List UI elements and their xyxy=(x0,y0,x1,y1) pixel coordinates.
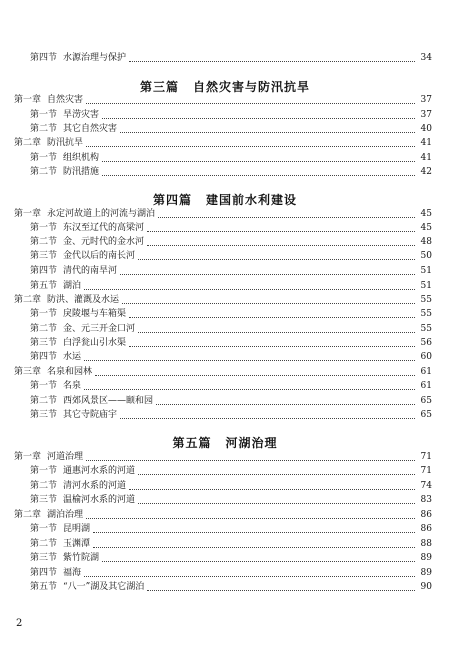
section-title: 金代以后的南长河 xyxy=(63,251,136,261)
section-label: 第二节 xyxy=(30,167,58,177)
section-entry[interactable] xyxy=(30,250,432,263)
dot-leader xyxy=(147,231,415,232)
page-ref: 41 xyxy=(420,138,432,148)
page-ref: 83 xyxy=(420,495,432,505)
chapter-entry[interactable] xyxy=(14,94,432,107)
section-title: 东汉至辽代的高梁河 xyxy=(63,223,145,233)
section-entry[interactable] xyxy=(30,152,432,165)
page-ref: 61 xyxy=(420,381,432,391)
chapter-label: 第一章 xyxy=(14,452,42,462)
part-title: 河湖治理 xyxy=(225,436,278,450)
section-title: 金、元时代的金水河 xyxy=(63,237,145,247)
section-title: 水运 xyxy=(63,352,82,362)
section-entry[interactable] xyxy=(30,236,432,249)
dot-leader xyxy=(129,489,415,490)
section-label: 第一节 xyxy=(30,381,58,391)
section-title: 清代的南旱河 xyxy=(63,266,118,276)
dot-leader xyxy=(147,245,415,246)
section-title: 组织机构 xyxy=(63,153,100,163)
dot-leader xyxy=(102,561,415,562)
page-ref: 37 xyxy=(420,95,432,105)
section-title: 福海 xyxy=(63,568,82,578)
chapter-entry[interactable] xyxy=(14,137,432,150)
section-entry[interactable] xyxy=(30,538,432,551)
dot-leader xyxy=(86,460,415,461)
section-title: 防汛措施 xyxy=(63,167,100,177)
page-ref: 34 xyxy=(420,53,432,63)
section-entry[interactable] xyxy=(30,494,432,507)
chapter-label: 第三章 xyxy=(14,367,42,377)
section-title: 其它寺院庙宇 xyxy=(63,410,118,420)
dot-leader xyxy=(138,259,415,260)
section-title: 温榆河水系的河道 xyxy=(63,495,136,505)
part-label: 第四篇 xyxy=(152,193,192,207)
page-ref: 45 xyxy=(420,209,432,219)
page-ref: 55 xyxy=(420,295,432,305)
section-title: 戾陵堰与车箱渠 xyxy=(63,309,127,319)
part-label: 第三篇 xyxy=(139,80,179,94)
dot-leader xyxy=(138,474,415,475)
section-label: 第三节 xyxy=(30,410,58,420)
page-ref: 56 xyxy=(420,338,432,348)
dot-leader xyxy=(158,217,415,218)
part-heading xyxy=(0,191,450,208)
section-entry[interactable] xyxy=(30,280,432,293)
page-ref: 88 xyxy=(420,539,432,549)
section-label: 第二节 xyxy=(30,481,58,491)
page-ref: 86 xyxy=(420,524,432,534)
dot-leader xyxy=(102,175,415,176)
section-entry[interactable] xyxy=(30,480,432,493)
page-number: 2 xyxy=(16,618,23,629)
page-ref: 65 xyxy=(420,396,432,406)
section-label: 第一节 xyxy=(30,153,58,163)
section-entry[interactable] xyxy=(30,351,432,364)
page-ref: 71 xyxy=(420,452,432,462)
section-title: 金、元三开金口河 xyxy=(63,324,136,334)
chapter-title: 永定河故道上的河流与湖泊 xyxy=(47,209,156,219)
section-label: 第三节 xyxy=(30,251,58,261)
chapter-title: 名泉和园林 xyxy=(47,367,93,377)
section-label: 第一节 xyxy=(30,110,58,120)
section-title: 通惠河水系的河道 xyxy=(63,466,136,476)
part-heading xyxy=(0,434,450,451)
section-label: 第五节 xyxy=(30,582,58,592)
section-label: 第二节 xyxy=(30,396,58,406)
chapter-entry[interactable] xyxy=(14,208,432,221)
section-entry[interactable] xyxy=(30,265,432,278)
chapter-entry[interactable] xyxy=(14,294,432,307)
page-ref: 55 xyxy=(420,309,432,319)
page-ref: 90 xyxy=(420,582,432,592)
dot-leader xyxy=(156,404,415,405)
section-label: 第三节 xyxy=(30,495,58,505)
section-title: 旱涝灾害 xyxy=(63,110,100,120)
section-label: 第三节 xyxy=(30,553,58,563)
dot-leader xyxy=(129,346,415,347)
page-ref: 40 xyxy=(420,124,432,134)
chapter-title: 河道治理 xyxy=(47,452,84,462)
chapter-title: 防汛抗旱 xyxy=(47,138,84,148)
section-entry[interactable] xyxy=(30,395,432,408)
section-entry[interactable] xyxy=(30,552,432,565)
section-entry[interactable] xyxy=(30,52,432,65)
dot-leader xyxy=(102,161,415,162)
section-title: 其它自然灾害 xyxy=(63,124,118,134)
chapter-title: 防洪、灌溉及水运 xyxy=(47,295,120,305)
section-label: 第二节 xyxy=(30,324,58,334)
page-ref: 50 xyxy=(420,251,432,261)
page-ref: 37 xyxy=(420,110,432,120)
section-label: 第四节 xyxy=(30,568,58,578)
dot-leader xyxy=(129,61,415,62)
dot-leader xyxy=(93,532,415,533)
section-label: 第四节 xyxy=(30,53,58,63)
part-label: 第五篇 xyxy=(172,436,212,450)
page-ref: 60 xyxy=(420,352,432,362)
dot-leader xyxy=(84,289,415,290)
section-title: “八一”湖及其它湖泊 xyxy=(63,582,145,592)
page-ref: 55 xyxy=(420,324,432,334)
part-title: 建国前水利建设 xyxy=(206,193,298,207)
section-entry[interactable] xyxy=(30,523,432,536)
dot-leader xyxy=(129,317,415,318)
section-title: 玉渊潭 xyxy=(63,539,91,549)
page-ref: 48 xyxy=(420,237,432,247)
dot-leader xyxy=(95,375,415,376)
dot-leader xyxy=(84,360,415,361)
page-ref: 89 xyxy=(420,568,432,578)
page-ref: 71 xyxy=(420,466,432,476)
section-title: 名泉 xyxy=(63,381,82,391)
section-label: 第二节 xyxy=(30,124,58,134)
page-ref: 65 xyxy=(420,410,432,420)
section-title: 白浮瓮山引水渠 xyxy=(63,338,127,348)
dot-leader xyxy=(84,389,415,390)
chapter-entry[interactable] xyxy=(14,366,432,379)
section-entry[interactable] xyxy=(30,323,432,336)
section-entry[interactable] xyxy=(30,123,432,136)
page-ref: 42 xyxy=(420,167,432,177)
chapter-entry[interactable] xyxy=(14,451,432,464)
dot-leader xyxy=(84,576,415,577)
section-entry[interactable] xyxy=(30,337,432,350)
section-entry[interactable] xyxy=(30,567,432,580)
section-label: 第三节 xyxy=(30,338,58,348)
part-heading xyxy=(0,78,450,95)
dot-leader xyxy=(86,146,415,147)
dot-leader xyxy=(138,503,415,504)
dot-leader xyxy=(120,274,415,275)
section-label: 第一节 xyxy=(30,223,58,233)
chapter-label: 第二章 xyxy=(14,295,42,305)
dot-leader xyxy=(86,103,415,104)
section-title: 昆明湖 xyxy=(63,524,91,534)
chapter-label: 第二章 xyxy=(14,510,42,520)
chapter-title: 自然灾害 xyxy=(47,95,84,105)
section-label: 第一节 xyxy=(30,524,58,534)
section-label: 第四节 xyxy=(30,352,58,362)
section-entry[interactable] xyxy=(30,222,432,235)
chapter-entry[interactable] xyxy=(14,509,432,522)
dot-leader xyxy=(147,590,415,591)
section-label: 第四节 xyxy=(30,266,58,276)
page-ref: 41 xyxy=(420,153,432,163)
dot-leader xyxy=(86,518,415,519)
dot-leader xyxy=(93,547,415,548)
section-title: 西郊风景区——颐和园 xyxy=(63,396,154,406)
section-title: 紫竹院湖 xyxy=(63,553,100,563)
section-label: 第一节 xyxy=(30,466,58,476)
section-label: 第二节 xyxy=(30,539,58,549)
section-entry[interactable] xyxy=(30,109,432,122)
page-ref: 51 xyxy=(420,281,432,291)
dot-leader xyxy=(138,332,415,333)
chapter-label: 第一章 xyxy=(14,209,42,219)
page-ref: 86 xyxy=(420,510,432,520)
chapter-label: 第一章 xyxy=(14,95,42,105)
section-entry[interactable] xyxy=(30,308,432,321)
chapter-title: 湖泊治理 xyxy=(47,510,84,520)
dot-leader xyxy=(102,118,415,119)
section-title: 水源治理与保护 xyxy=(63,53,127,63)
dot-leader xyxy=(122,303,415,304)
section-entry[interactable] xyxy=(30,166,432,179)
dot-leader xyxy=(120,132,415,133)
page-ref: 45 xyxy=(420,223,432,233)
section-entry[interactable] xyxy=(30,465,432,478)
chapter-label: 第二章 xyxy=(14,138,42,148)
section-title: 湖泊 xyxy=(63,281,82,291)
part-title: 自然灾害与防汛抗旱 xyxy=(193,80,311,94)
page-ref: 61 xyxy=(420,367,432,377)
section-label: 第五节 xyxy=(30,281,58,291)
dot-leader xyxy=(120,418,415,419)
page-ref: 89 xyxy=(420,553,432,563)
section-entry[interactable] xyxy=(30,581,432,594)
section-entry[interactable] xyxy=(30,380,432,393)
section-label: 第一节 xyxy=(30,309,58,319)
page-ref: 74 xyxy=(420,481,432,491)
section-entry[interactable] xyxy=(30,409,432,422)
section-label: 第二节 xyxy=(30,237,58,247)
section-title: 清河水系的河道 xyxy=(63,481,127,491)
page-ref: 51 xyxy=(420,266,432,276)
